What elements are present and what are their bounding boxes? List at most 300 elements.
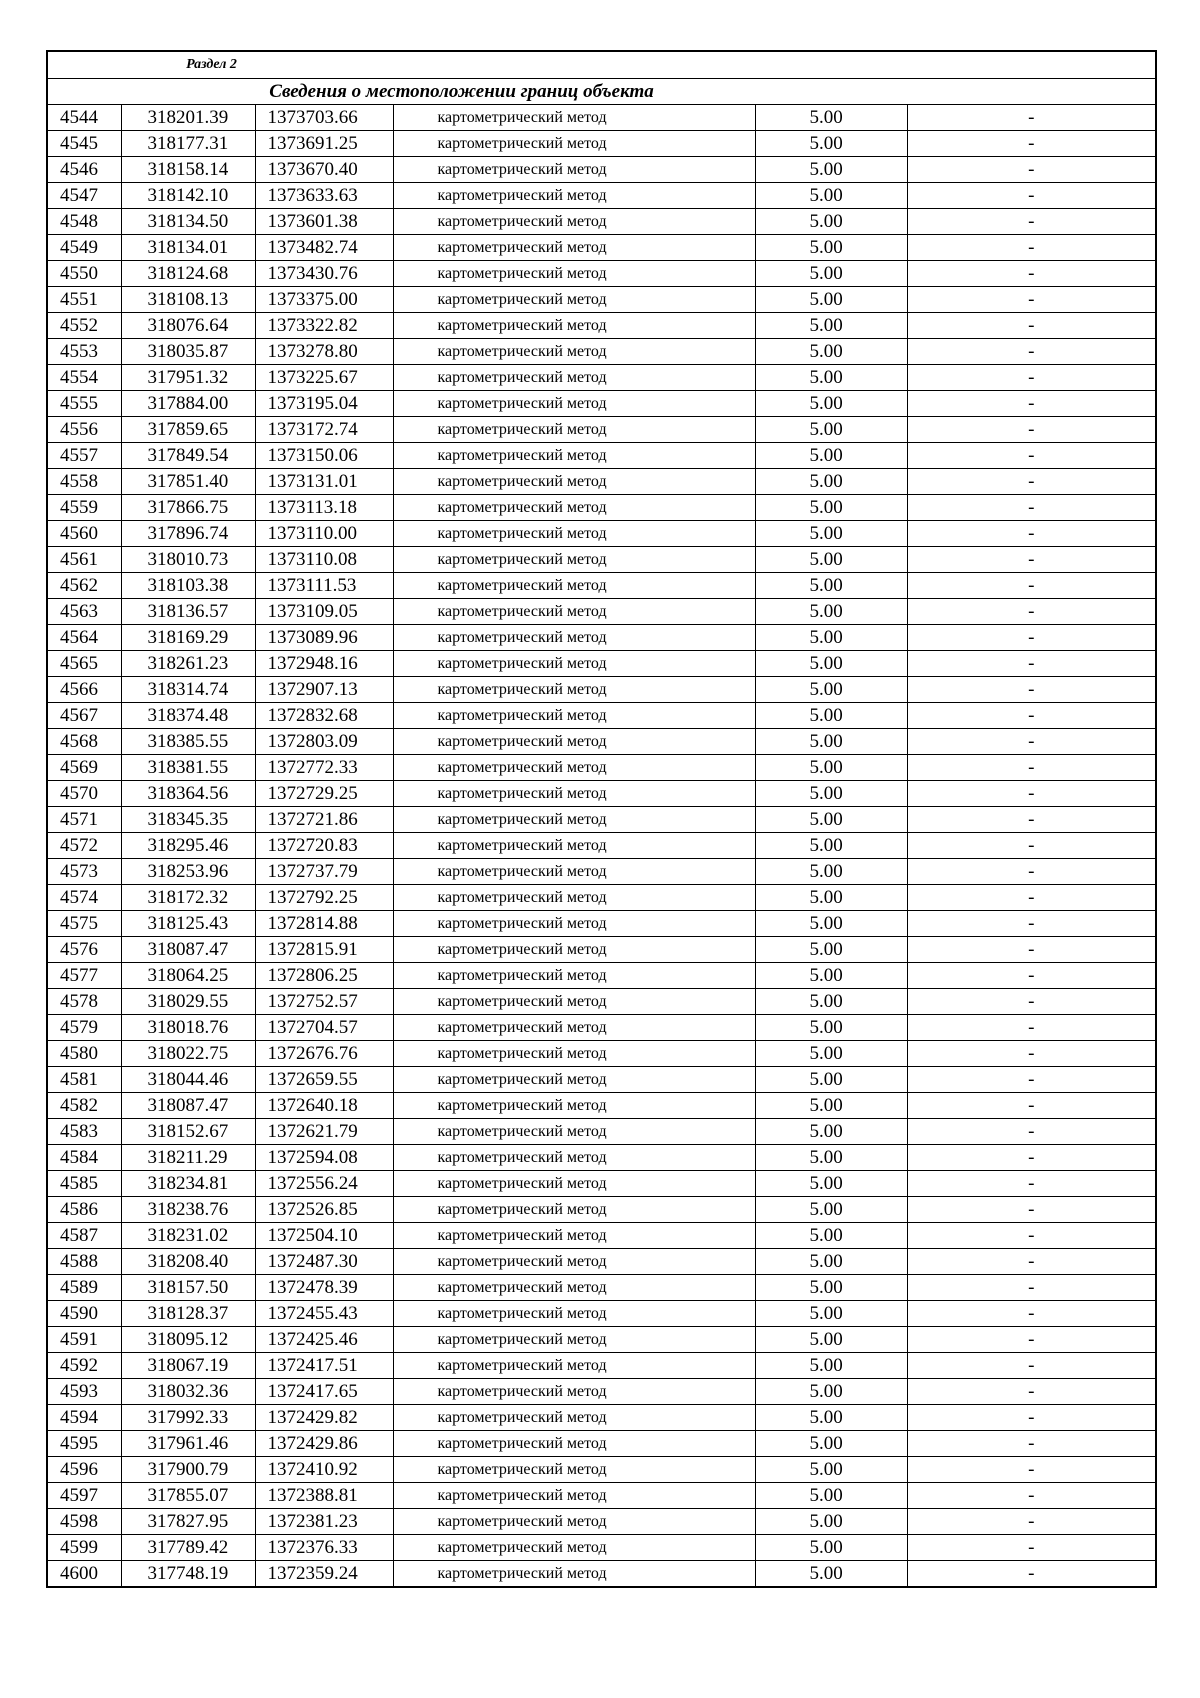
table-row	[47, 417, 1156, 443]
coord-x-cell: 318067.19	[121, 1353, 255, 1379]
accuracy-cell: 5.00	[755, 157, 907, 183]
table-row	[47, 1561, 1156, 1588]
coord-x-cell: 318044.46	[121, 1067, 255, 1093]
table-row	[47, 339, 1156, 365]
table-row	[47, 547, 1156, 573]
accuracy-cell: 5.00	[755, 755, 907, 781]
method-cell: картометрический метод	[393, 1561, 755, 1588]
table-row	[47, 1197, 1156, 1223]
coord-y-cell: 1372659.55	[255, 1067, 393, 1093]
note-cell: -	[907, 1093, 1156, 1119]
table-row	[47, 209, 1156, 235]
method-cell: картометрический метод	[393, 963, 755, 989]
coord-x-cell: 318295.46	[121, 833, 255, 859]
point-number-cell: 4597	[47, 1483, 121, 1509]
coord-x-cell: 318032.36	[121, 1379, 255, 1405]
method-cell: картометрический метод	[393, 1457, 755, 1483]
note-cell: -	[907, 1483, 1156, 1509]
table-row	[47, 599, 1156, 625]
table-row	[47, 1015, 1156, 1041]
coord-y-cell: 1372729.25	[255, 781, 393, 807]
accuracy-cell: 5.00	[755, 443, 907, 469]
coord-y-cell: 1373225.67	[255, 365, 393, 391]
table-row	[47, 963, 1156, 989]
note-cell: -	[907, 989, 1156, 1015]
accuracy-cell: 5.00	[755, 339, 907, 365]
point-number-cell: 4585	[47, 1171, 121, 1197]
note-cell: -	[907, 313, 1156, 339]
accuracy-cell: 5.00	[755, 703, 907, 729]
point-number-cell: 4570	[47, 781, 121, 807]
coord-x-cell: 318314.74	[121, 677, 255, 703]
coord-y-cell: 1373131.01	[255, 469, 393, 495]
table-row	[47, 183, 1156, 209]
accuracy-cell: 5.00	[755, 599, 907, 625]
coord-x-cell: 317851.40	[121, 469, 255, 495]
coord-y-cell: 1373113.18	[255, 495, 393, 521]
note-cell: -	[907, 885, 1156, 911]
method-cell: картометрический метод	[393, 625, 755, 651]
table-row	[47, 157, 1156, 183]
note-cell: -	[907, 573, 1156, 599]
table-row	[47, 443, 1156, 469]
method-cell: картометрический метод	[393, 1171, 755, 1197]
accuracy-cell: 5.00	[755, 131, 907, 157]
table-row	[47, 833, 1156, 859]
table-row	[47, 1145, 1156, 1171]
coord-y-cell: 1372737.79	[255, 859, 393, 885]
accuracy-cell: 5.00	[755, 807, 907, 833]
coord-y-cell: 1372425.46	[255, 1327, 393, 1353]
point-number-cell: 4577	[47, 963, 121, 989]
point-number-cell: 4548	[47, 209, 121, 235]
point-number-cell: 4547	[47, 183, 121, 209]
accuracy-cell: 5.00	[755, 365, 907, 391]
note-cell: -	[907, 131, 1156, 157]
coord-x-cell: 318029.55	[121, 989, 255, 1015]
method-cell: картометрический метод	[393, 521, 755, 547]
coord-y-cell: 1372720.83	[255, 833, 393, 859]
point-number-cell: 4558	[47, 469, 121, 495]
note-cell: -	[907, 443, 1156, 469]
table-row	[47, 937, 1156, 963]
note-cell: -	[907, 391, 1156, 417]
table-row	[47, 989, 1156, 1015]
note-cell: -	[907, 1223, 1156, 1249]
table-row	[47, 1041, 1156, 1067]
table-row	[47, 1483, 1156, 1509]
coord-y-cell: 1372429.86	[255, 1431, 393, 1457]
table-row	[47, 391, 1156, 417]
note-cell: -	[907, 1171, 1156, 1197]
coord-y-cell: 1372556.24	[255, 1171, 393, 1197]
point-number-cell: 4583	[47, 1119, 121, 1145]
note-cell: -	[907, 1275, 1156, 1301]
coord-y-cell: 1373109.05	[255, 599, 393, 625]
point-number-cell: 4593	[47, 1379, 121, 1405]
method-cell: картометрический метод	[393, 1301, 755, 1327]
method-cell: картометрический метод	[393, 1249, 755, 1275]
method-cell: картометрический метод	[393, 287, 755, 313]
coord-x-cell: 317748.19	[121, 1561, 255, 1588]
point-number-cell: 4556	[47, 417, 121, 443]
point-number-cell: 4555	[47, 391, 121, 417]
table-row	[47, 677, 1156, 703]
point-number-cell: 4553	[47, 339, 121, 365]
coord-x-cell: 318087.47	[121, 1093, 255, 1119]
coord-y-cell: 1373110.00	[255, 521, 393, 547]
method-cell: картометрический метод	[393, 1379, 755, 1405]
accuracy-cell: 5.00	[755, 1301, 907, 1327]
accuracy-cell: 5.00	[755, 1353, 907, 1379]
accuracy-cell: 5.00	[755, 1431, 907, 1457]
point-number-cell: 4590	[47, 1301, 121, 1327]
coord-x-cell: 318253.96	[121, 859, 255, 885]
accuracy-cell: 5.00	[755, 1483, 907, 1509]
coord-x-cell: 318125.43	[121, 911, 255, 937]
point-number-cell: 4551	[47, 287, 121, 313]
method-cell: картометрический метод	[393, 547, 755, 573]
point-number-cell: 4587	[47, 1223, 121, 1249]
note-cell: -	[907, 1431, 1156, 1457]
note-cell: -	[907, 729, 1156, 755]
table-row	[47, 729, 1156, 755]
coord-y-cell: 1372594.08	[255, 1145, 393, 1171]
table-row	[47, 625, 1156, 651]
coord-y-cell: 1372948.16	[255, 651, 393, 677]
method-cell: картометрический метод	[393, 1353, 755, 1379]
coord-x-cell: 318064.25	[121, 963, 255, 989]
coord-x-cell: 318087.47	[121, 937, 255, 963]
table-row	[47, 261, 1156, 287]
method-cell: картометрический метод	[393, 339, 755, 365]
coord-y-cell: 1373691.25	[255, 131, 393, 157]
coord-x-cell: 318381.55	[121, 755, 255, 781]
accuracy-cell: 5.00	[755, 1145, 907, 1171]
accuracy-cell: 5.00	[755, 963, 907, 989]
coord-x-cell: 317961.46	[121, 1431, 255, 1457]
point-number-cell: 4567	[47, 703, 121, 729]
point-number-cell: 4561	[47, 547, 121, 573]
coord-x-cell: 318385.55	[121, 729, 255, 755]
note-cell: -	[907, 1301, 1156, 1327]
table-row	[47, 1301, 1156, 1327]
table-row	[47, 755, 1156, 781]
note-cell: -	[907, 287, 1156, 313]
coord-y-cell: 1373322.82	[255, 313, 393, 339]
note-cell: -	[907, 1015, 1156, 1041]
note-cell: -	[907, 261, 1156, 287]
accuracy-cell: 5.00	[755, 1093, 907, 1119]
table-row	[47, 287, 1156, 313]
coord-y-cell: 1372752.57	[255, 989, 393, 1015]
accuracy-cell: 5.00	[755, 989, 907, 1015]
method-cell: картометрический метод	[393, 235, 755, 261]
point-number-cell: 4562	[47, 573, 121, 599]
coord-y-cell: 1372487.30	[255, 1249, 393, 1275]
coord-y-cell: 1372429.82	[255, 1405, 393, 1431]
coord-x-cell: 317992.33	[121, 1405, 255, 1431]
method-cell: картометрический метод	[393, 989, 755, 1015]
note-cell: -	[907, 1535, 1156, 1561]
accuracy-cell: 5.00	[755, 1535, 907, 1561]
coord-y-cell: 1373089.96	[255, 625, 393, 651]
note-cell: -	[907, 1145, 1156, 1171]
coord-y-cell: 1372376.33	[255, 1535, 393, 1561]
coord-x-cell: 318010.73	[121, 547, 255, 573]
accuracy-cell: 5.00	[755, 1561, 907, 1588]
coord-x-cell: 317896.74	[121, 521, 255, 547]
method-cell: картометрический метод	[393, 781, 755, 807]
point-number-cell: 4584	[47, 1145, 121, 1171]
coord-x-cell: 318095.12	[121, 1327, 255, 1353]
note-cell: -	[907, 781, 1156, 807]
accuracy-cell: 5.00	[755, 1405, 907, 1431]
coord-y-cell: 1373633.63	[255, 183, 393, 209]
note-cell: -	[907, 755, 1156, 781]
coord-x-cell: 318134.01	[121, 235, 255, 261]
note-cell: -	[907, 521, 1156, 547]
coord-x-cell: 317884.00	[121, 391, 255, 417]
table-row	[47, 911, 1156, 937]
accuracy-cell: 5.00	[755, 1509, 907, 1535]
coord-y-cell: 1372504.10	[255, 1223, 393, 1249]
table-title: Сведения о местоположении границ объекта	[269, 81, 654, 102]
coord-y-cell: 1373278.80	[255, 339, 393, 365]
accuracy-cell: 5.00	[755, 1379, 907, 1405]
point-number-cell: 4578	[47, 989, 121, 1015]
note-cell: -	[907, 963, 1156, 989]
coord-x-cell: 318108.13	[121, 287, 255, 313]
coord-y-cell: 1372381.23	[255, 1509, 393, 1535]
note-cell: -	[907, 235, 1156, 261]
table-row	[47, 1119, 1156, 1145]
coord-y-cell: 1372410.92	[255, 1457, 393, 1483]
method-cell: картометрический метод	[393, 391, 755, 417]
coord-x-cell: 318238.76	[121, 1197, 255, 1223]
point-number-cell: 4549	[47, 235, 121, 261]
coord-x-cell: 317855.07	[121, 1483, 255, 1509]
coord-x-cell: 318157.50	[121, 1275, 255, 1301]
point-number-cell: 4574	[47, 885, 121, 911]
point-number-cell: 4586	[47, 1197, 121, 1223]
coord-x-cell: 318022.75	[121, 1041, 255, 1067]
point-number-cell: 4591	[47, 1327, 121, 1353]
point-number-cell: 4559	[47, 495, 121, 521]
coord-x-cell: 318231.02	[121, 1223, 255, 1249]
accuracy-cell: 5.00	[755, 1223, 907, 1249]
method-cell: картометрический метод	[393, 1275, 755, 1301]
method-cell: картометрический метод	[393, 209, 755, 235]
note-cell: -	[907, 1379, 1156, 1405]
coord-y-cell: 1373111.53	[255, 573, 393, 599]
method-cell: картометрический метод	[393, 1041, 755, 1067]
coord-x-cell: 317849.54	[121, 443, 255, 469]
coord-x-cell: 317827.95	[121, 1509, 255, 1535]
point-number-cell: 4554	[47, 365, 121, 391]
point-number-cell: 4582	[47, 1093, 121, 1119]
note-cell: -	[907, 547, 1156, 573]
accuracy-cell: 5.00	[755, 1041, 907, 1067]
coord-y-cell: 1372721.86	[255, 807, 393, 833]
coord-y-cell: 1373601.38	[255, 209, 393, 235]
section-row	[47, 51, 1156, 79]
accuracy-cell: 5.00	[755, 521, 907, 547]
coord-y-cell: 1372792.25	[255, 885, 393, 911]
accuracy-cell: 5.00	[755, 313, 907, 339]
point-number-cell: 4596	[47, 1457, 121, 1483]
accuracy-cell: 5.00	[755, 469, 907, 495]
accuracy-cell: 5.00	[755, 1327, 907, 1353]
method-cell: картометрический метод	[393, 1015, 755, 1041]
note-cell: -	[907, 1249, 1156, 1275]
coord-y-cell: 1372806.25	[255, 963, 393, 989]
coord-y-cell: 1372417.65	[255, 1379, 393, 1405]
coord-x-cell: 318035.87	[121, 339, 255, 365]
table-row	[47, 1405, 1156, 1431]
table-row	[47, 1353, 1156, 1379]
point-number-cell: 4589	[47, 1275, 121, 1301]
method-cell: картометрический метод	[393, 651, 755, 677]
accuracy-cell: 5.00	[755, 729, 907, 755]
method-cell: картометрический метод	[393, 183, 755, 209]
coord-x-cell: 317951.32	[121, 365, 255, 391]
table-row	[47, 521, 1156, 547]
note-cell: -	[907, 859, 1156, 885]
method-cell: картометрический метод	[393, 417, 755, 443]
coord-x-cell: 318177.31	[121, 131, 255, 157]
coord-y-cell: 1372417.51	[255, 1353, 393, 1379]
method-cell: картометрический метод	[393, 469, 755, 495]
note-cell: -	[907, 365, 1156, 391]
method-cell: картометрический метод	[393, 105, 755, 131]
method-cell: картометрический метод	[393, 157, 755, 183]
note-cell: -	[907, 105, 1156, 131]
method-cell: картометрический метод	[393, 1197, 755, 1223]
boundary-points-table	[46, 50, 1157, 1588]
note-cell: -	[907, 1457, 1156, 1483]
table-row	[47, 1223, 1156, 1249]
accuracy-cell: 5.00	[755, 859, 907, 885]
accuracy-cell: 5.00	[755, 1015, 907, 1041]
note-cell: -	[907, 625, 1156, 651]
accuracy-cell: 5.00	[755, 625, 907, 651]
method-cell: картометрический метод	[393, 1067, 755, 1093]
note-cell: -	[907, 1561, 1156, 1588]
table-row	[47, 781, 1156, 807]
coord-y-cell: 1372526.85	[255, 1197, 393, 1223]
point-number-cell: 4568	[47, 729, 121, 755]
coord-x-cell: 318364.56	[121, 781, 255, 807]
accuracy-cell: 5.00	[755, 287, 907, 313]
method-cell: картометрический метод	[393, 911, 755, 937]
coord-x-cell: 318211.29	[121, 1145, 255, 1171]
accuracy-cell: 5.00	[755, 1171, 907, 1197]
point-number-cell: 4588	[47, 1249, 121, 1275]
accuracy-cell: 5.00	[755, 209, 907, 235]
coord-y-cell: 1372359.24	[255, 1561, 393, 1588]
point-number-cell: 4566	[47, 677, 121, 703]
table-row	[47, 1275, 1156, 1301]
coord-y-cell: 1372814.88	[255, 911, 393, 937]
note-cell: -	[907, 1067, 1156, 1093]
method-cell: картометрический метод	[393, 885, 755, 911]
note-cell: -	[907, 183, 1156, 209]
table-title-cell	[47, 79, 1156, 105]
coord-x-cell: 318103.38	[121, 573, 255, 599]
note-cell: -	[907, 495, 1156, 521]
table-row	[47, 807, 1156, 833]
coord-x-cell: 318261.23	[121, 651, 255, 677]
point-number-cell: 4592	[47, 1353, 121, 1379]
accuracy-cell: 5.00	[755, 937, 907, 963]
note-cell: -	[907, 703, 1156, 729]
coord-x-cell: 317859.65	[121, 417, 255, 443]
method-cell: картометрический метод	[393, 833, 755, 859]
table-row	[47, 885, 1156, 911]
method-cell: картометрический метод	[393, 599, 755, 625]
coord-y-cell: 1372815.91	[255, 937, 393, 963]
note-cell: -	[907, 677, 1156, 703]
coord-x-cell: 318345.35	[121, 807, 255, 833]
accuracy-cell: 5.00	[755, 1275, 907, 1301]
note-cell: -	[907, 1041, 1156, 1067]
accuracy-cell: 5.00	[755, 105, 907, 131]
point-number-cell: 4565	[47, 651, 121, 677]
coord-y-cell: 1373195.04	[255, 391, 393, 417]
note-cell: -	[907, 1119, 1156, 1145]
coord-x-cell: 318201.39	[121, 105, 255, 131]
method-cell: картометрический метод	[393, 703, 755, 729]
coord-x-cell: 317789.42	[121, 1535, 255, 1561]
section-label-cell	[47, 51, 1156, 79]
coord-x-cell: 318152.67	[121, 1119, 255, 1145]
coord-y-cell: 1372621.79	[255, 1119, 393, 1145]
accuracy-cell: 5.00	[755, 833, 907, 859]
coord-y-cell: 1372640.18	[255, 1093, 393, 1119]
point-number-cell: 4563	[47, 599, 121, 625]
table-row	[47, 1171, 1156, 1197]
method-cell: картометрический метод	[393, 1327, 755, 1353]
method-cell: картометрический метод	[393, 261, 755, 287]
table-row	[47, 1457, 1156, 1483]
coord-y-cell: 1372478.39	[255, 1275, 393, 1301]
coord-y-cell: 1373150.06	[255, 443, 393, 469]
coord-y-cell: 1373482.74	[255, 235, 393, 261]
accuracy-cell: 5.00	[755, 1249, 907, 1275]
coord-y-cell: 1373172.74	[255, 417, 393, 443]
table-row	[47, 1067, 1156, 1093]
table-row	[47, 1093, 1156, 1119]
accuracy-cell: 5.00	[755, 677, 907, 703]
accuracy-cell: 5.00	[755, 1197, 907, 1223]
table-row	[47, 131, 1156, 157]
coord-x-cell: 318208.40	[121, 1249, 255, 1275]
method-cell: картометрический метод	[393, 1119, 755, 1145]
point-number-cell: 4575	[47, 911, 121, 937]
note-cell: -	[907, 599, 1156, 625]
note-cell: -	[907, 339, 1156, 365]
note-cell: -	[907, 1353, 1156, 1379]
table-row	[47, 365, 1156, 391]
accuracy-cell: 5.00	[755, 1119, 907, 1145]
table-row	[47, 573, 1156, 599]
note-cell: -	[907, 1327, 1156, 1353]
coord-y-cell: 1373375.00	[255, 287, 393, 313]
table-row	[47, 703, 1156, 729]
method-cell: картометрический метод	[393, 1535, 755, 1561]
note-cell: -	[907, 937, 1156, 963]
